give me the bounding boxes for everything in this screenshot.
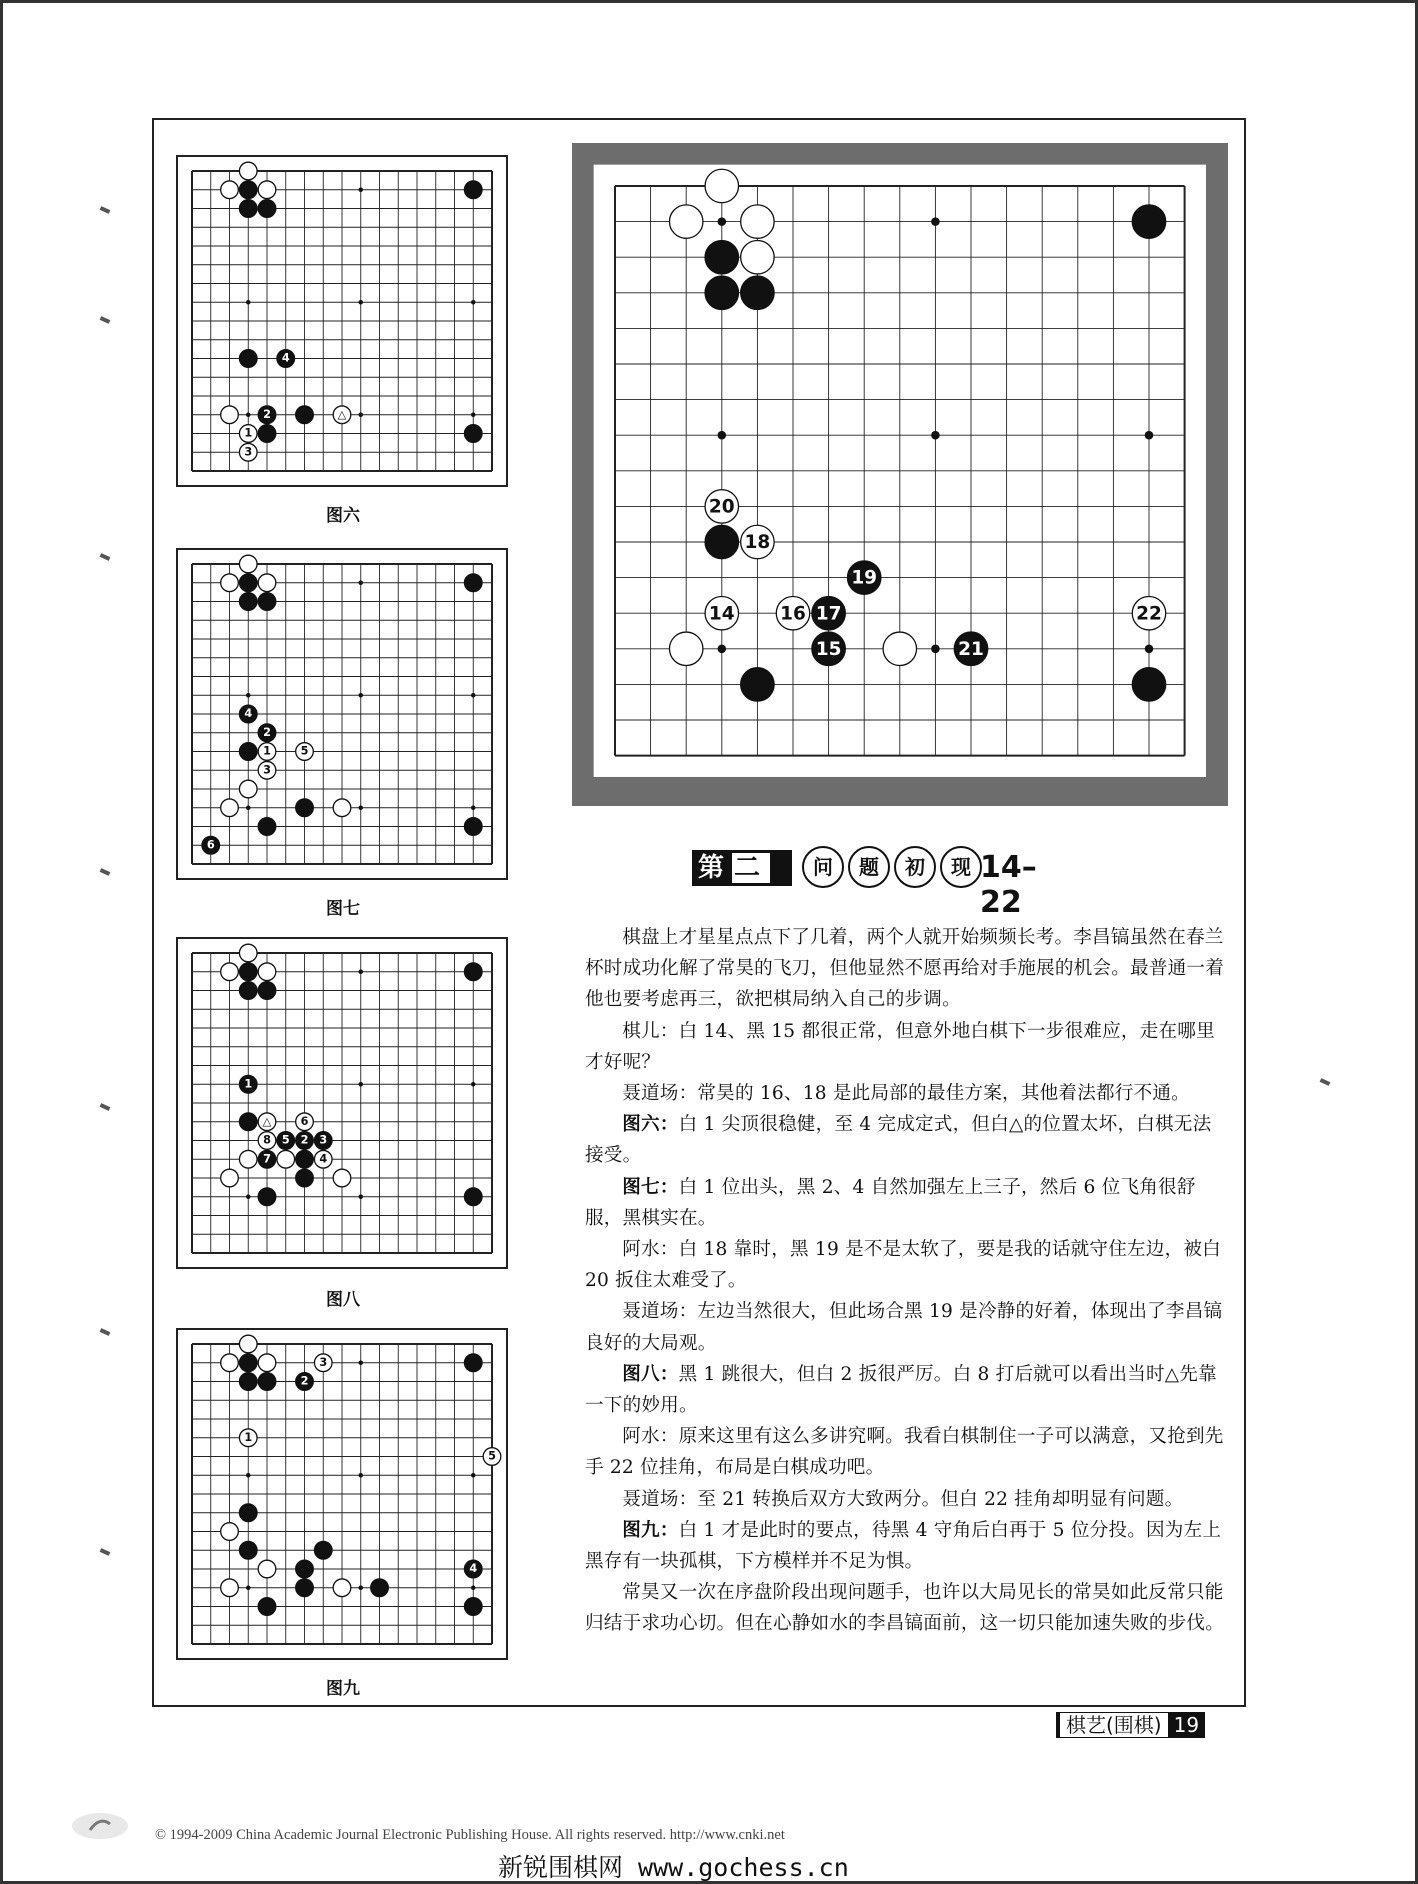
black-stone	[239, 1113, 257, 1131]
move-number: 5	[281, 1133, 290, 1147]
white-stone	[221, 1579, 239, 1597]
black-stone	[464, 1354, 482, 1372]
move-number: 14	[708, 603, 735, 625]
black-stone	[296, 1169, 314, 1187]
move-number: 3	[244, 445, 253, 459]
star-point	[359, 581, 364, 586]
star-point	[359, 300, 364, 305]
star-point	[931, 217, 940, 226]
board-grid	[192, 1344, 492, 1644]
move-number: 3	[263, 763, 271, 777]
figure-6-board	[176, 155, 508, 487]
white-stone	[669, 205, 702, 238]
black-stone	[239, 963, 257, 981]
move-number: 5	[300, 744, 309, 758]
move-number: 15	[815, 638, 842, 660]
white-stone	[221, 1354, 239, 1372]
move-number: 4	[244, 707, 253, 721]
star-point	[246, 1473, 251, 1478]
star-point	[359, 188, 364, 193]
black-stone	[239, 181, 257, 199]
white-stone	[883, 632, 916, 665]
move-number: 2	[300, 1133, 309, 1147]
title-circle: 现	[940, 846, 982, 888]
site-watermark: 新锐围棋网 www.gochess.cn	[498, 1853, 849, 1882]
star-point	[471, 413, 476, 418]
black-stone	[239, 200, 257, 218]
paragraph: 棋儿：白 14、黑 15 都很正常，但意外地白棋下一步很难应，走在哪里才好呢？	[585, 1020, 1215, 1073]
black-stone	[464, 818, 482, 836]
paragraph: 阿水：白 18 靠时，黑 19 是不是太软了，要是我的话就守住左边，被白 20 扳住太难受了。	[585, 1239, 1221, 1292]
title-circle: 初	[894, 846, 936, 888]
star-point	[359, 413, 364, 418]
black-stone	[258, 593, 276, 611]
black-stone	[239, 982, 257, 1000]
move-number: 1	[244, 426, 253, 440]
star-point	[246, 300, 251, 305]
black-stone	[258, 982, 276, 1000]
move-number: 7	[263, 1152, 271, 1166]
star-point	[359, 1361, 364, 1366]
move-number: 19	[851, 567, 878, 589]
move-number: 3	[319, 1133, 328, 1147]
white-stone	[333, 1579, 351, 1597]
black-stone	[1132, 205, 1165, 238]
black-stone	[464, 425, 482, 443]
move-number: △	[262, 1114, 272, 1128]
figure-9-caption: 图九	[326, 1679, 360, 1699]
star-point	[246, 413, 251, 418]
move-number: 2	[263, 725, 271, 739]
paragraph: 聂道场：至 21 转换后双方大致两分。但白 22 挂角却明显有问题。	[622, 1488, 1184, 1510]
move-number: 4	[319, 1152, 328, 1166]
black-stone	[741, 668, 774, 701]
white-stone	[333, 799, 351, 817]
black-stone	[464, 181, 482, 199]
white-stone	[705, 169, 738, 202]
title-circle: 问	[802, 846, 844, 888]
star-point	[471, 1473, 476, 1478]
star-point	[471, 1082, 476, 1087]
paragraph: 常昊又一次在序盘阶段出现问题手，也许以大局见长的常昊如此反常只能归结于求功心切。但在心静如水的李昌镐面前，这一切只能加速失败的步伐。	[585, 1582, 1224, 1635]
section-tag: 第二谱	[692, 850, 792, 886]
move-number: 1	[244, 1077, 253, 1091]
star-point	[246, 806, 251, 811]
paragraph: 图六：白 1 尖顶很稳健，至 4 完成定式，但白△的位置太坏，白棋无法接受。	[585, 1114, 1212, 1167]
move-number: 1	[244, 1430, 253, 1444]
paragraph: 棋盘上才星星点点下了几着，两个人就开始频频长考。李昌镐虽然在春兰杯时成功化解了常昊的飞刀，但他显然不愿再给对手施展的机会。最普通一着他也要考虑再三，欲把棋局纳入自己的步调。	[585, 927, 1224, 1011]
paragraph: 聂道场：左边当然很大，但此场合黑 19 是冷静的好着，体现出了李昌镐良好的大局观。	[585, 1301, 1223, 1354]
white-stone	[258, 1354, 276, 1372]
star-point	[359, 1586, 364, 1591]
star-point	[359, 1082, 364, 1087]
black-stone	[258, 200, 276, 218]
black-stone	[296, 1560, 314, 1578]
move-number: 8	[263, 1133, 271, 1147]
star-point	[359, 693, 364, 698]
white-stone	[277, 1150, 295, 1168]
star-point	[359, 806, 364, 811]
black-stone	[258, 425, 276, 443]
white-stone	[221, 1169, 239, 1187]
figure-8-caption: 图八	[326, 1290, 360, 1310]
star-point	[471, 300, 476, 305]
board-grid	[192, 953, 492, 1253]
white-stone	[221, 181, 239, 199]
black-stone	[239, 1354, 257, 1372]
white-stone	[221, 1523, 239, 1541]
section-circles	[802, 846, 982, 888]
move-range: 14–22	[980, 850, 1037, 920]
paragraph: 图七：白 1 位出头，黑 2、4 自然加强左上三子，然后 6 位飞角很舒服，黑棋实在。	[585, 1176, 1196, 1229]
journal-name: 棋艺(围棋)	[1056, 1712, 1168, 1738]
black-stone	[239, 1373, 257, 1391]
move-number: 5	[488, 1449, 496, 1463]
white-stone	[258, 574, 276, 592]
copyright-line: © 1994-2009 China Academic Journal Electronic Publishing House. All rights reserved. http://www.cnki.net	[155, 1827, 785, 1843]
move-number: 6	[206, 838, 215, 852]
black-stone	[296, 1579, 314, 1597]
star-point	[246, 693, 251, 698]
star-point	[931, 431, 940, 440]
white-stone	[258, 1560, 276, 1578]
star-point	[246, 1195, 251, 1200]
white-stone	[239, 1150, 257, 1168]
board-grid	[192, 171, 492, 471]
star-point	[359, 970, 364, 975]
black-stone	[239, 1504, 257, 1522]
figure-7-board	[176, 548, 508, 880]
white-stone	[741, 240, 774, 273]
white-stone	[221, 406, 239, 424]
star-point	[359, 1473, 364, 1478]
white-stone	[669, 632, 702, 665]
black-stone	[314, 1541, 332, 1559]
star-point	[471, 806, 476, 811]
black-stone	[296, 1150, 314, 1168]
star-point	[718, 217, 727, 226]
black-stone	[371, 1579, 389, 1597]
main-go-board	[572, 143, 1228, 806]
white-stone	[333, 1169, 351, 1187]
star-point	[931, 645, 940, 654]
black-stone	[464, 1598, 482, 1616]
move-number: 3	[319, 1355, 328, 1369]
figure-6-caption: 图六	[326, 506, 360, 526]
move-number: 2	[300, 1374, 309, 1388]
white-stone	[239, 162, 257, 180]
black-stone	[239, 574, 257, 592]
black-stone	[296, 406, 314, 424]
black-stone	[239, 743, 257, 761]
article-body	[585, 922, 1225, 1640]
white-stone	[258, 963, 276, 981]
black-stone	[239, 350, 257, 368]
move-number: 17	[815, 603, 842, 625]
star-point	[718, 431, 727, 440]
move-number: 1	[263, 744, 271, 758]
black-stone	[258, 818, 276, 836]
black-stone	[258, 1373, 276, 1391]
move-number: 4	[469, 1562, 478, 1576]
black-stone	[296, 799, 314, 817]
white-stone	[239, 780, 257, 798]
white-stone	[258, 181, 276, 199]
black-stone	[705, 240, 738, 273]
white-stone	[239, 555, 257, 573]
black-stone	[741, 276, 774, 309]
paragraph: 阿水：原来这里有这么多讲究啊。我看白棋制住一子可以满意，又抢到先手 22 位挂角，布局是白棋成功吧。	[585, 1426, 1224, 1479]
title-circle: 题	[848, 846, 890, 888]
move-number: 18	[744, 532, 771, 554]
black-stone	[464, 1188, 482, 1206]
star-point	[471, 1586, 476, 1591]
move-number: 2	[263, 407, 271, 421]
black-stone	[705, 276, 738, 309]
star-point	[1145, 645, 1154, 654]
white-stone	[221, 799, 239, 817]
move-number: 20	[708, 496, 735, 518]
black-stone	[705, 525, 738, 558]
board-grid	[192, 564, 492, 864]
star-point	[359, 1195, 364, 1200]
move-number: 4	[281, 351, 290, 365]
black-stone	[1132, 668, 1165, 701]
white-stone	[239, 944, 257, 962]
figure-9-board	[176, 1328, 508, 1660]
paragraph: 图八：黑 1 跳很大，但白 2 扳很严厉。白 8 打后就可以看出当时△先靠一下的妙用。	[585, 1363, 1217, 1417]
cnki-logo-icon	[70, 1810, 130, 1842]
black-stone	[464, 963, 482, 981]
move-number: 16	[780, 603, 806, 625]
star-point	[246, 1586, 251, 1591]
star-point	[718, 645, 727, 654]
paragraph: 图九：白 1 才是此时的要点，待黑 4 守角后白再于 5 位分投。因为左上黑存有一块孤棋，下方模样并不足为惧。	[585, 1519, 1222, 1573]
black-stone	[258, 1598, 276, 1616]
move-number: 22	[1136, 603, 1162, 625]
white-stone	[221, 963, 239, 981]
move-number: △	[337, 407, 347, 421]
black-stone	[239, 593, 257, 611]
move-number: 21	[958, 638, 984, 660]
star-point	[1145, 431, 1154, 440]
star-point	[471, 693, 476, 698]
page-footer	[1056, 1712, 1205, 1738]
white-stone	[741, 205, 774, 238]
move-number: 6	[300, 1114, 309, 1128]
figure-7-caption: 图七	[326, 899, 360, 919]
black-stone	[258, 1188, 276, 1206]
figure-8-board	[176, 937, 508, 1269]
white-stone	[239, 1335, 257, 1353]
black-stone	[464, 574, 482, 592]
white-stone	[221, 574, 239, 592]
black-stone	[239, 1541, 257, 1559]
page-number: 19	[1168, 1712, 1205, 1738]
paragraph: 聂道场：常昊的 16、18 是此局部的最佳方案，其他着法都行不通。	[622, 1083, 1190, 1105]
